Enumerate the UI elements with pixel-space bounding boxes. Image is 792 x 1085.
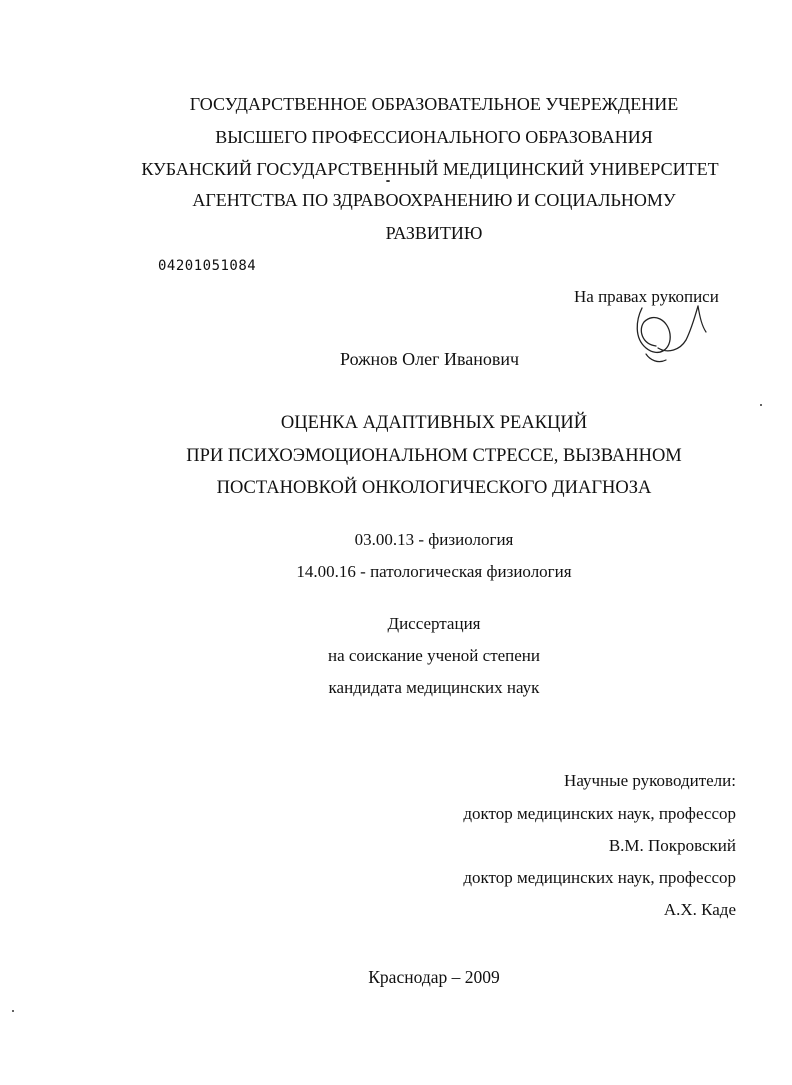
supervisors-heading: Научные руководители:: [564, 771, 736, 790]
scan-speck: [760, 404, 762, 406]
header-line-3: КУБАНСКИЙ ГОСУДАРСТВЕННЫЙ МЕДИЦИНСКИЙ УНИВЕРСИТЕТ: [141, 159, 719, 179]
degree-line-1: Диссертация: [387, 614, 481, 633]
author-name: Рожнов Олег Иванович: [340, 349, 520, 369]
signature-icon: [628, 298, 718, 368]
manuscript-note: На правах рукописи: [574, 287, 719, 306]
header-line-5: РАЗВИТИЮ: [385, 223, 483, 243]
specialty-pathophysiology: 14.00.16 - патологическая физиология: [296, 562, 572, 581]
degree-line-3: кандидата медицинских наук: [328, 678, 540, 697]
degree-line-2: на соискание ученой степени: [327, 646, 541, 665]
header-line-4: АГЕНТСТВА ПО ЗДРАВООХРАНЕНИЮ И СОЦИАЛЬНОМУ: [192, 190, 676, 210]
scan-speck: [386, 180, 390, 182]
specialty-physiology: 03.00.13 - физиология: [354, 530, 514, 549]
archive-number: 04201051084: [158, 258, 257, 274]
supervisor-1-name: В.М. Покровский: [608, 836, 736, 855]
title-line-1: ОЦЕНКА АДАПТИВНЫХ РЕАКЦИЙ: [280, 413, 588, 433]
header-line-1: ГОСУДАРСТВЕННОЕ ОБРАЗОВАТЕЛЬНОЕ УЧЕРЕЖДЕНИЕ: [189, 94, 679, 114]
scan-speck: [12, 1010, 14, 1012]
supervisor-2-degree: доктор медицинских наук, профессор: [463, 868, 736, 887]
title-line-2: ПРИ ПСИХОЭМОЦИОНАЛЬНОМ СТРЕССЕ, ВЫЗВАННОМ: [186, 446, 682, 466]
title-line-3: ПОСТАНОВКОЙ ОНКОЛОГИЧЕСКОГО ДИАГНОЗА: [216, 478, 652, 498]
supervisor-2-name: А.Х. Каде: [663, 900, 736, 919]
header-line-2: ВЫСШЕГО ПРОФЕССИОНАЛЬНОГО ОБРАЗОВАНИЯ: [215, 127, 653, 147]
city-year: Краснодар – 2009: [368, 967, 500, 987]
supervisor-1-degree: доктор медицинских наук, профессор: [463, 804, 736, 823]
